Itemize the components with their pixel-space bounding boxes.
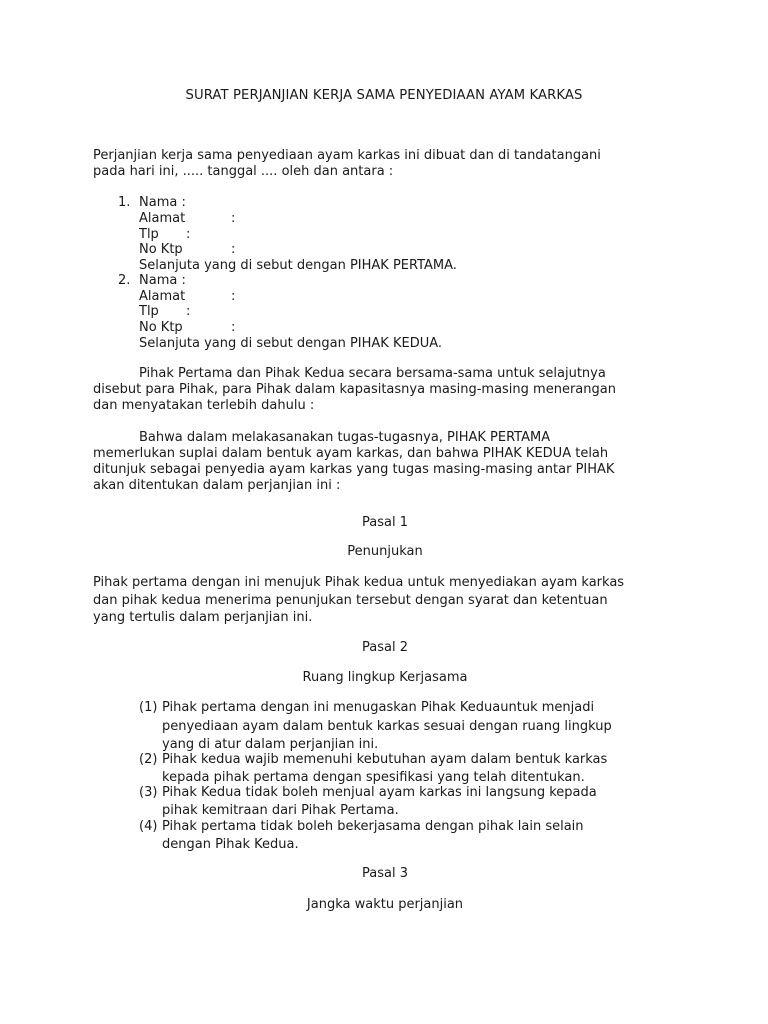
pasal-1-subheading: Penunjukan	[347, 544, 423, 559]
party-1-ktp-colon: :	[231, 242, 236, 257]
document-title: SURAT PERJANJIAN KERJA SAMA PENYEDIAAN AYAM KARKAS	[185, 88, 583, 103]
pasal-1-body-line-3: yang tertulis dalam perjanjian ini.	[93, 610, 313, 625]
pasal-2-item-2-line-2: kepada pihak pertama dengan spesifikasi yang telah ditentukan.	[162, 770, 585, 785]
party-1-alamat-colon: :	[231, 211, 236, 226]
party-2-alamat-colon: :	[231, 289, 236, 304]
pasal-2-item-1-line-3: yang di atur dalam perjanjian ini.	[162, 737, 379, 752]
party-2-tlp-colon: :	[186, 304, 191, 319]
para-bahwa-line-4: akan ditentukan dalam perjanjian ini :	[93, 478, 341, 493]
para-pihak-line-2: disebut para Pihak, para Pihak dalam kapasitasnya masing-masing menerangan	[93, 382, 616, 397]
pasal-1-body-line-2: dan pihak kedua menerima penunjukan tersebut dengan syarat dan ketentuan	[93, 593, 608, 608]
party-2-ktp-colon: :	[231, 320, 236, 335]
pasal-2-item-3-line-2: pihak kemitraan dari Pihak Pertama.	[162, 803, 399, 818]
para-bahwa-line-3: ditunjuk sebagai penyedia ayam karkas yang tugas masing-masing antar PIHAK	[93, 462, 615, 477]
pasal-2-item-4-number: (4)	[139, 819, 158, 834]
party-1-ktp-label: No Ktp	[139, 242, 183, 257]
pasal-2-item-3-line-1: Pihak Kedua tidak boleh menjual ayam karkas ini langsung kepada	[162, 785, 597, 800]
pasal-2-subheading: Ruang lingkup Kerjasama	[302, 670, 468, 685]
pasal-2-item-1-number: (1)	[139, 700, 158, 715]
pasal-3-heading: Pasal 3	[362, 866, 408, 881]
party-1-tlp-colon: :	[186, 227, 191, 242]
intro-line-2: pada hari ini, ..... tanggal .... oleh dan antara :	[93, 164, 394, 179]
pasal-2-item-2-line-1: Pihak kedua wajib memenuhi kebutuhan ayam dalam bentuk karkas	[162, 752, 608, 767]
party-2-ktp-label: No Ktp	[139, 320, 183, 335]
party-1-closing: Selanjuta yang di sebut dengan PIHAK PERTAMA.	[139, 258, 457, 273]
pasal-1-heading: Pasal 1	[362, 515, 408, 530]
party-2-alamat-label: Alamat	[139, 289, 186, 304]
para-bahwa-line-2: memerlukan suplai dalam bentuk ayam karkas, dan bahwa PIHAK KEDUA telah	[93, 446, 609, 461]
pasal-1-body-line-1: Pihak pertama dengan ini menujuk Pihak kedua untuk menyediakan ayam karkas	[93, 575, 625, 590]
pasal-3-subheading: Jangka waktu perjanjian	[306, 897, 464, 912]
pasal-2-item-2-number: (2)	[139, 752, 158, 767]
pasal-2-item-1-line-1: Pihak pertama dengan ini menugaskan Pihak Keduauntuk menjadi	[162, 700, 595, 715]
party-2-closing: Selanjuta yang di sebut dengan PIHAK KEDUA.	[139, 336, 443, 351]
para-bahwa-line-1: Bahwa dalam melakasanakan tugas-tugasnya, PIHAK PERTAMA	[139, 430, 551, 445]
pasal-2-item-4-line-2: dengan Pihak Kedua.	[162, 837, 299, 852]
party-2-tlp-label: Tlp	[139, 304, 159, 319]
pasal-2-heading: Pasal 2	[362, 640, 408, 655]
intro-line-1: Perjanjian kerja sama penyediaan ayam karkas ini dibuat dan di tandatangani	[93, 148, 601, 163]
pasal-2-item-1-line-2: penyediaan ayam dalam bentuk karkas sesuai dengan ruang lingkup	[162, 719, 612, 734]
party-2-number: 2.	[118, 273, 131, 288]
para-pihak-line-3: dan menyatakan terlebih dahulu :	[93, 398, 315, 413]
party-1-alamat-label: Alamat	[139, 211, 186, 226]
party-1-number: 1.	[118, 195, 131, 210]
party-1-tlp-label: Tlp	[139, 227, 159, 242]
party-1-nama: Nama :	[139, 195, 186, 210]
party-2-nama: Nama :	[139, 273, 186, 288]
pasal-2-item-3-number: (3)	[139, 785, 158, 800]
para-pihak-line-1: Pihak Pertama dan Pihak Kedua secara bersama-sama untuk selajutnya	[139, 366, 606, 381]
pasal-2-item-4-line-1: Pihak pertama tidak boleh bekerjasama dengan pihak lain selain	[162, 819, 584, 834]
